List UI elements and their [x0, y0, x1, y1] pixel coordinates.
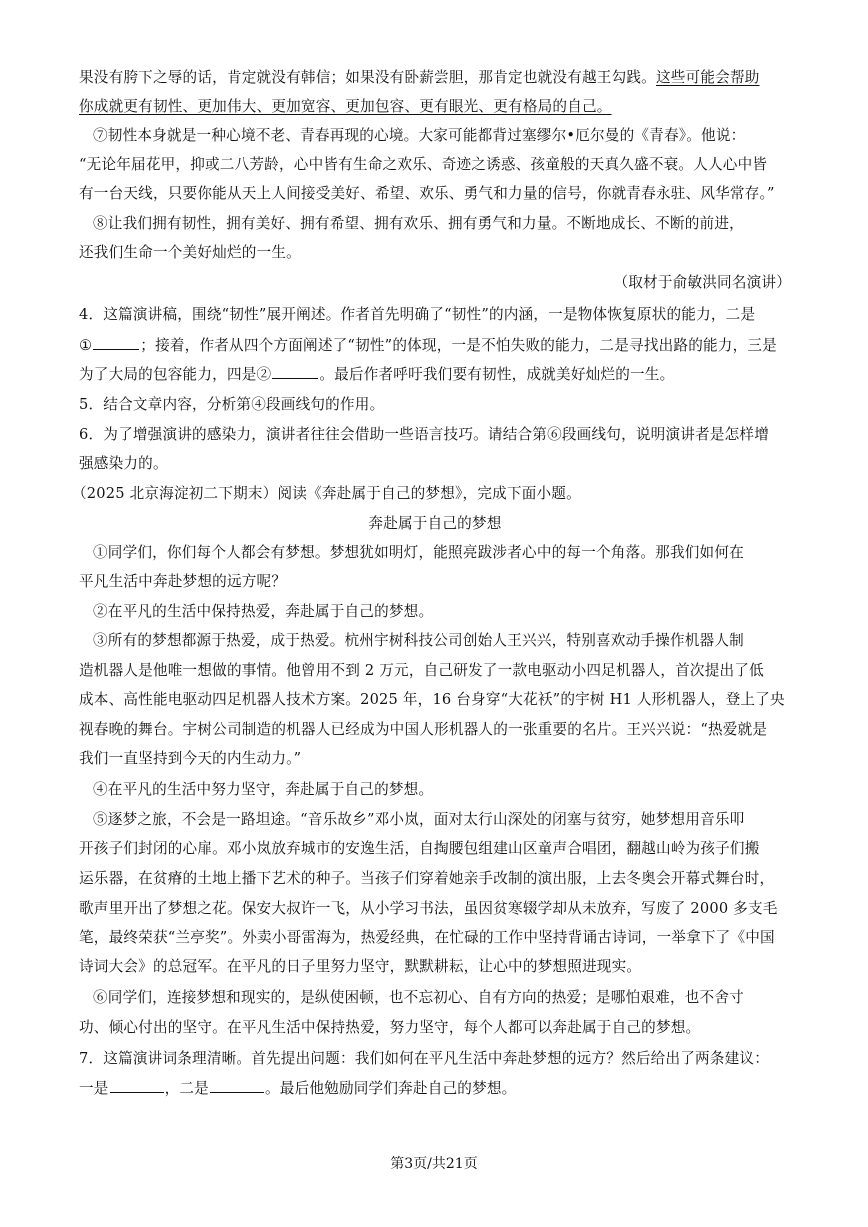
paragraph-7-line: “无论年届花甲，抑或二八芳龄，心中皆有生命之欢乐、奇迹之诱惑、孩童般的天真久盛不衰。人人心中皆	[79, 156, 768, 173]
paragraph-3-line: 视春晚的舞台。宇树公司制造的机器人已经成为中国人形机器人的一张重要的名片。王兴兴说：“热爱就是	[79, 721, 768, 738]
paragraph-5-line: 笔，最终荣获“兰亭奖”。外卖小哥雷海为，热爱经典，在忙碌的工作中坚持背诵古诗词，一举拿下了《中国	[79, 929, 775, 946]
paragraph-2: ②在平凡的生活中保持热爱，奔赴属于自己的梦想。	[93, 603, 434, 620]
paragraph-3-line: 成本、高性能电驱动四足机器人技术方案。2025 年，16 台身穿“大花袄”的宇树 H1 人形机器人，登上了央	[79, 691, 785, 708]
paragraph-6: ⑥同学们，连接梦想和现实的，是纵使困顿，也不忘初心、自有方向的热爱；是哪怕艰难，也不舍寸	[93, 989, 744, 1006]
text-span: 。最后他勉励同学们奔赴自己的梦想。	[264, 1080, 517, 1097]
paragraph-6-line: 功、倾心付出的坚守。在平凡生活中保持热爱，努力坚守，每个人都可以奔赴属于自己的梦想。	[79, 1019, 701, 1036]
answer-blank[interactable]	[93, 335, 139, 350]
paragraph-5-line: 运乐器，在贫瘠的土地上播下艺术的种子。当孩子们穿着她亲手改制的演出服，上去冬奥会开幕式舞台时，	[79, 870, 775, 887]
paragraph-8: ⑧让我们拥有韧性，拥有美好、拥有希望、拥有欢乐、拥有勇气和力量。不断地成长、不断的前进，	[93, 215, 744, 232]
paragraph-5-line: 开孩子们封闭的心扉。邓小岚放弃城市的安逸生活，自掏腰包组建山区童声合唱团，翻越山岭为孩子们搬	[79, 840, 760, 857]
question-7-line	[79, 1078, 791, 1099]
paragraph-5-line: 诗词大会》的总冠军。在平凡的日子里努力坚守，默默耕耘，让心中的梦想照进现实。	[79, 958, 642, 975]
paragraph-3-line: 我们一直坚持到今天的内生动力。”	[79, 750, 302, 767]
question-6-line: 强感染力的。	[79, 455, 168, 472]
paragraph-1: ①同学们，你们每个人都会有梦想。梦想犹如明灯，能照亮跋涉者心中的每一个角落。那我们如何在	[93, 544, 744, 561]
paragraph-8-line: 还我们生命一个美好灿烂的一生。	[79, 244, 301, 261]
paragraph-5-line: 歌声里开出了梦想之花。保安大叔许一飞，从小学习书法，虽因贫寒辍学却从未放弃，写废了 2000 多支毛	[79, 900, 778, 917]
paragraph-4: ④在平凡的生活中努力坚守，奔赴属于自己的梦想。	[93, 781, 434, 798]
paragraph-7-line: 有一台天线，只要你能从天上人间接受美好、希望、欢乐、勇气和力量的信号，你就青春永驻、风华常存。”	[79, 185, 775, 202]
question-4-line	[79, 364, 791, 385]
text-span: 果没有胯下之辱的话，肯定就没有韩信；如果没有卧薪尝胆，那肯定也就没有越王勾践。	[79, 69, 656, 86]
question-6: 6．为了增强演讲的感染力，演讲者往往会借助一些语言技巧。请结合第⑥段画线句，说明演讲者是怎样增	[79, 426, 770, 443]
paragraph-5: ⑤逐梦之旅，不会是一路坦途。“音乐故乡”邓小岚，面对太行山深处的闭塞与贫穷，她梦想用音乐叩	[93, 811, 745, 828]
underlined-sentence: 这些可能会帮助	[655, 69, 760, 86]
question-7: 7．这篇演讲词条理清晰。首先提出问题：我们如何在平凡生活中奔赴梦想的远方？然后给出了两条建议：	[79, 1050, 770, 1067]
source-note: （取材于俞敏洪同名演讲）	[613, 274, 791, 291]
paragraph-3: ③所有的梦想都源于热爱，成于热爱。杭州宇树科技公司创始人王兴兴，特别喜欢动手操作机器人制	[93, 632, 744, 649]
paragraph-3-line: 造机器人是他唯一想做的事情。他曾用不到 2 万元，自己研发了一款电驱动小四足机器人，首次提出了低	[79, 662, 764, 679]
passage1-line	[79, 97, 791, 117]
question-5: 5．结合文章内容，分析第④段画线句的作用。	[79, 396, 385, 413]
answer-blank[interactable]	[210, 1078, 264, 1093]
blank-label: ①	[79, 337, 93, 354]
paragraph-1-line: 平凡生活中奔赴梦想的远方呢？	[79, 573, 287, 590]
paragraph-7: ⑦韧性本身就是一种心境不老、青春再现的心境。大家可能都背过塞缪尔•厄尔曼的《青春》。他说：	[93, 127, 746, 144]
text-span: 一是	[79, 1080, 109, 1097]
article-title: 奔赴属于自己的梦想	[368, 515, 502, 532]
section-intro: （2025 北京海淀初二下期末）阅读《奔赴属于自己的梦想》，完成下面小题。	[72, 485, 581, 502]
answer-blank[interactable]	[110, 1078, 164, 1093]
text-span: ；接着，作者从四个方面阐述了“韧性”的体现，一是不怕失败的能力，二是寻找出路的能力，三是	[140, 337, 777, 354]
question-4-line	[79, 335, 791, 356]
answer-blank[interactable]	[272, 364, 318, 379]
page-number: 第3页/共21页	[390, 1156, 478, 1172]
question-4: 4．这篇演讲稿，围绕“韧性”展开阐述。作者首先明确了“韧性”的内涵，一是物体恢复原状的能力，二是	[79, 306, 756, 323]
text-span: 为了大局的包容能力，四是②	[79, 366, 272, 383]
underlined-sentence: 你成就更有韧性、更加伟大、更加宽容、更加包容、更有眼光、更有格局的自己。	[79, 98, 612, 115]
text-span: 。最后作者呼吁我们要有韧性，成就美好灿烂的一生。	[319, 366, 675, 383]
passage1-line	[79, 68, 791, 88]
text-span: ，二是	[164, 1080, 209, 1097]
